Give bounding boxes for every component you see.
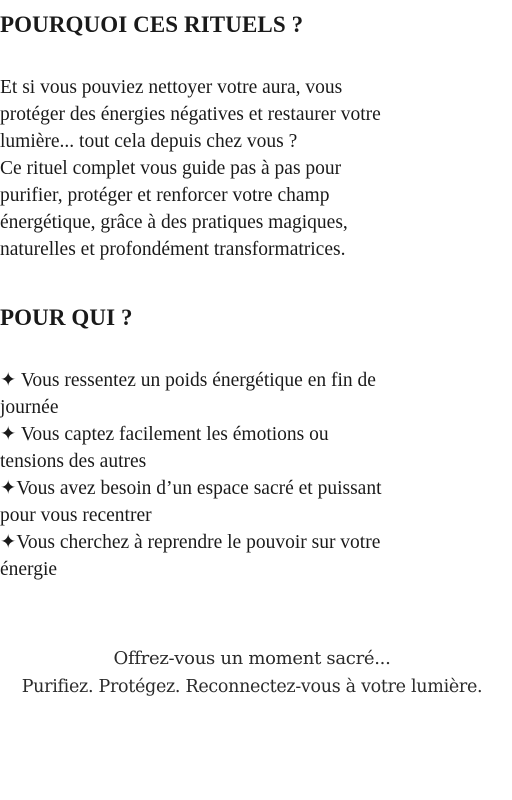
audience-item xyxy=(0,475,512,529)
intro-line: lumière... tout cela depuis chez vous ? xyxy=(0,131,298,152)
audience-item xyxy=(0,367,512,421)
audience-item-line: journée xyxy=(0,397,59,418)
audience-item-line: ✦Vous avez besoin d’un espace sacré et puissant xyxy=(0,478,382,499)
audience-list xyxy=(0,367,512,583)
closing-tagline: Offrez-vous un moment sacré... xyxy=(113,648,391,669)
intro-line: Et si vous pouviez nettoyer votre aura, vous xyxy=(0,77,343,98)
audience-item-line: ✦Vous cherchez à reprendre le pouvoir sur votre xyxy=(0,532,381,553)
audience-item-line: ✦ Vous ressentez un poids énergétique en fin de xyxy=(0,370,376,391)
intro-line: naturelles et profondément transformatrices. xyxy=(0,239,346,260)
audience-item-line: tensions des autres xyxy=(0,451,147,472)
intro-line: protéger des énergies négatives et restaurer votre xyxy=(0,104,381,125)
intro-paragraph xyxy=(0,74,512,263)
intro-line: Ce rituel complet vous guide pas à pas pour xyxy=(0,158,342,179)
closing-motto: Purifiez. Protégez. Reconnectez-vous à votre lumière. xyxy=(21,677,483,697)
audience-item xyxy=(0,529,512,583)
intro-line: énergétique, grâce à des pratiques magiques, xyxy=(0,212,348,233)
audience-item-line: pour vous recentrer xyxy=(0,505,152,526)
audience-item xyxy=(0,421,512,475)
audience-item-line: énergie xyxy=(0,559,58,580)
section-heading-why: POURQUOI CES RITUELS ? xyxy=(0,12,304,37)
intro-line: purifier, protéger et renforcer votre champ xyxy=(0,185,330,206)
audience-item-line: ✦ Vous captez facilement les émotions ou xyxy=(0,424,329,445)
section-heading-who: POUR QUI ? xyxy=(0,305,133,330)
